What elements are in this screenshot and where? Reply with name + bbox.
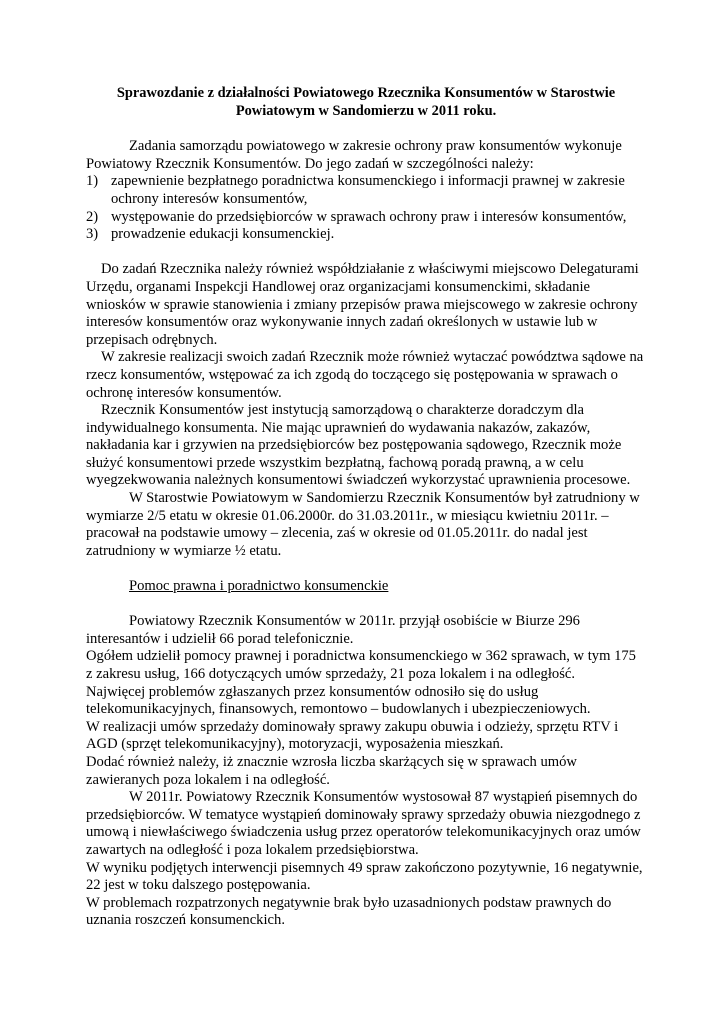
paragraph-sales: W realizacji umów sprzedaży dominowały sprawy zakupu obuwia i odzieży, sprzętu RTV i AGD (sprzęt telekomunikacyjny), motoryzacji, wyposażenia mieszkań. [86, 718, 619, 753]
intro-paragraph: Zadania samorządu powiatowego w zakresie ochrony praw konsumentów wykonuje Powiatowy Rzecznik Konsumentów. Do jego zadań w szczególności należy: [86, 138, 622, 172]
spacer [86, 596, 646, 614]
paragraph-total: Ogółem udzielił pomocy prawnej i poradnictwa konsumenckiego w 362 sprawach, w tym 175 z zakresu usług, 166 dotyczących umów sprzedaży, 21 poza lokalem i na odległość. [86, 648, 636, 682]
paragraph-complaints: Dodać również należy, iż znacznie wzrosła liczba skarżących się w sprawach umów zawieranych poza lokalem i na odległość. [86, 753, 577, 788]
document-page [86, 85, 646, 930]
paragraph-institution: Rzecznik Konsumentów jest instytucją samorządową o charakterze doradczym dla indywidualnego konsumenta. Nie mając uprawnień do wydawania nakazów, zakazów, nakładania kar i grzywien na przedsiębiorców bez postępowania sądowego, Rzecznik może służyć konsumentowi przede wszystkim bezpłatną, fachową poradą prawną, a w celu wyegzekwowania należnych konsumentowi świadczeń wykorzystać uprawnienia procesowe. [86, 402, 631, 489]
paragraph-letters: W 2011r. Powiatowy Rzecznik Konsumentów wystosował 87 wystąpień pisemnych do przedsiębiorców. W tematyce wystąpień dominowały sprawy sprzedaży obuwia niezgodnego z umową i niewłaściwego świadczenia usług przez operatorów telekomunikacyjnych oraz umów zawartych na odległość i poza lokalem przedsiębiorstwa. [86, 789, 641, 858]
spacer [86, 244, 646, 262]
list-item-number: 3) [86, 226, 99, 243]
title-line-1: Sprawozdanie z działalności Powiatowego Rzecznika Konsumentów w Starostwie [116, 85, 616, 101]
section-heading-text: Pomoc prawna i poradnictwo konsumenckie [129, 578, 389, 595]
spacer [86, 560, 646, 578]
paragraph-negative: W problemach rozpatrzonych negatywnie brak było uzasadnionych podstaw prawnych do uznania roszczeń konsumenckich. [86, 894, 612, 929]
paragraph-lawsuits: W zakresie realizacji swoich zadań Rzecznik może również wytaczać powództwa sądowe na rzecz konsumentów, wstępować za ich zgodą do toczącego się postępowania w sprawach o ochronę interesów konsumentów. [86, 349, 644, 401]
paragraph-results: W wyniku podjętych interwencji pisemnych 49 spraw zakończono pozytywnie, 16 negatywnie, 22 jest w toku dalszego postępowania. [86, 859, 643, 894]
list-item-text: prowadzenie edukacji konsumenckiej. [111, 226, 335, 243]
section-heading [86, 578, 646, 596]
list-item [86, 173, 646, 208]
list-item [86, 209, 646, 227]
document-title [86, 85, 646, 120]
paragraph-problems: Najwięcej problemów zgłaszanych przez konsumentów odnosiło się do usług telekomunikacyjnych, finansowych, remontowo – budowlanych i ubezpieczeniowych. [86, 683, 591, 718]
list-item [86, 226, 646, 244]
list-item-text: zapewnienie bezpłatnego poradnictwa konsumenckiego i informacji prawnej w zakresie ochrony interesów konsumentów, [111, 173, 625, 207]
title-line-2: Powiatowym w Sandomierzu w 2011 roku. [235, 102, 497, 119]
list-item-number: 2) [86, 208, 99, 225]
tasks-list [86, 173, 646, 243]
list-item-text: występowanie do przedsiębiorców w sprawach ochrony praw i interesów konsumentów, [111, 208, 627, 225]
paragraph-visits: Powiatowy Rzecznik Konsumentów w 2011r. przyjął osobiście w Biurze 296 interesantów i udzielił 66 porad telefonicznie. [86, 613, 580, 647]
paragraph-employment: W Starostwie Powiatowym w Sandomierzu Rzecznik Konsumentów był zatrudniony w wymiarze 2/5 etatu w okresie 01.06.2000r. do 31.03.2011r., w miesiącu kwietniu 2011r. – pracował na podstawie umowy – zlecenia, zaś w okresie od 01.05.2011r. do nadal jest zatrudniony w wymiarze ½ etatu. [86, 490, 640, 559]
paragraph-cooperation: Do zadań Rzecznika należy również współdziałanie z właściwymi miejscowo Delegaturami Urzędu, organami Inspekcji Handlowej oraz organizacjami konsumenckimi, składanie wniosków w sprawie stanowienia i zmiany przepisów prawa miejscowego w zakresie ochrony interesów konsumentów oraz wykonywanie innych zadań określonych w ustawie lub w przepisach odrębnych. [86, 261, 639, 348]
list-item-number: 1) [86, 173, 99, 190]
